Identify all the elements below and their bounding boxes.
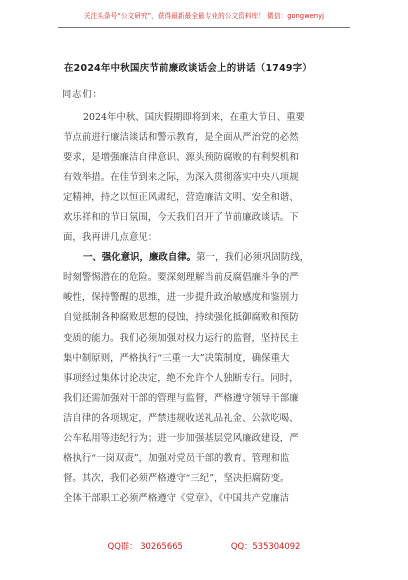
section-line [63, 248, 351, 268]
body-line: 时刻警惕潜在的危险。要深刻理解当前反腐倡廉斗争的严 [63, 272, 299, 284]
body-line: 节点前进行廉洁谈话和警示教育，是全面从严治党的必然 [63, 132, 299, 144]
body-line: 公车私用等违纪行为；进一步加强基层党风廉政建设，严 [63, 432, 299, 444]
body-line: 峻性，保持警醒的思维，进一步提升政治敏感度和鉴别力 [63, 292, 299, 304]
body-line: 集中制原则，严格执行“三重一大”决策制度，确保重大 [63, 352, 290, 364]
body-line: 格执行“一岗双责”，加强对党员干部的教育、管理和监 [63, 452, 290, 464]
header-ad-text: 关注头条号“公文研究”，获得最新最全最专业的公文资料库！ 微信：gongwenyj [83, 12, 325, 20]
footer-contact [0, 540, 408, 552]
body-line: 要求，是增强廉洁自律意识、源头预防腐败的有利契机和 [63, 152, 299, 164]
body-line: 自觉抵制各种腐败思想的侵蚀，持续强化抵御腐败和预防 [63, 312, 299, 324]
document-body [63, 108, 351, 509]
body-line: 有效举措。在佳节到来之际，为深入贯彻落实中央八项规 [63, 172, 299, 184]
header-divider [58, 27, 350, 28]
body-line: 全体干部职工必须严格遵守《党章》、《中国共产党廉洁 [63, 492, 290, 504]
body-line: 2024年中秋、国庆假期即将到来，在重大节日、重要 [83, 112, 305, 123]
body-line: 洁自律的各项规定，严禁违规收送礼品礼金、公款吃喝、 [63, 412, 299, 424]
document-title: 在2024年中秋国庆节前廉政谈话会上的讲话（1749字） [64, 63, 313, 74]
body-line: 我们还需加强对干部的管理与监督，严格遵守领导干部廉 [63, 392, 299, 404]
footer-qq-group: QQ群： 30265665 [107, 541, 183, 551]
footer-qq: QQ：535304092 [230, 541, 301, 551]
section-line-rest: 第一，我们必须巩固防线， [196, 252, 310, 264]
body-line: 督。其次，我们必须严格遵守“三纪”，坚决拒腐防变。 [63, 472, 290, 484]
body-line: 欢乐祥和的节日氛围，今天我们召开了节前廉政谈话。下 [63, 212, 299, 224]
body-line: 事项经过集体讨论决定，绝不允许个人独断专行。同时， [63, 372, 299, 384]
greeting: 同志们： [62, 89, 103, 100]
section-heading: 一、强化意识，廉政自律。 [83, 252, 197, 264]
body-line: 变质的能力。我们必须加强对权力运行的监督，坚持民主 [63, 332, 299, 344]
body-line: 面，我再讲几点意见： [63, 232, 158, 244]
body-line: 定精神，持之以恒正风肃纪，营造廉洁文明、安全和谐、 [63, 192, 299, 204]
